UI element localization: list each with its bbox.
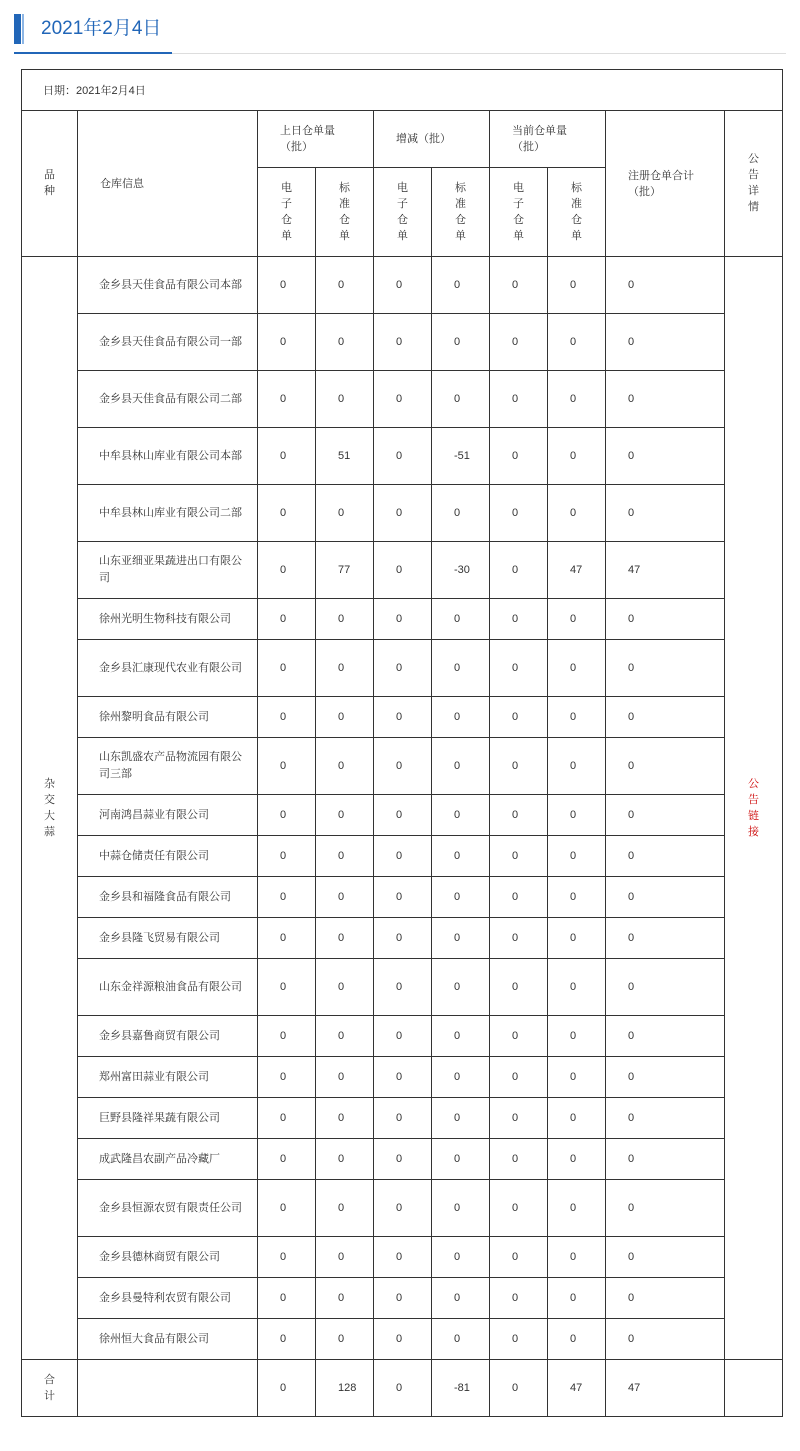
header-accent-bar <box>14 14 21 44</box>
value-cell: 0 <box>258 795 316 836</box>
value-cell: 0 <box>490 1016 548 1057</box>
value-cell: 0 <box>316 485 374 542</box>
value-cell: 77 <box>316 542 374 599</box>
value-cell: 0 <box>432 877 490 918</box>
warehouse-receipt-table <box>21 69 783 1417</box>
value-cell: 0 <box>490 1098 548 1139</box>
warehouse-name: 成武隆昌农副产品冷藏厂 <box>78 1139 258 1180</box>
value-cell: 0 <box>432 697 490 738</box>
table-row <box>22 371 783 428</box>
value-cell: 0 <box>316 1016 374 1057</box>
table-row <box>22 1016 783 1057</box>
subheader-standard: 标准仓单 <box>548 168 606 257</box>
value-cell: 0 <box>548 640 606 697</box>
value-cell: 0 <box>316 257 374 314</box>
value-cell: 0 <box>316 640 374 697</box>
header-variety: 品种 <box>22 111 78 257</box>
value-cell: 0 <box>316 1278 374 1319</box>
value-cell: 0 <box>374 918 432 959</box>
value-cell: 0 <box>258 836 316 877</box>
warehouse-name: 徐州光明生物科技有限公司 <box>78 599 258 640</box>
subheader-electronic: 电子仓单 <box>490 168 548 257</box>
value-cell: 0 <box>548 371 606 428</box>
value-cell: 0 <box>606 1278 725 1319</box>
value-cell: 0 <box>374 1139 432 1180</box>
value-cell: -51 <box>432 428 490 485</box>
value-cell: 0 <box>606 485 725 542</box>
value-cell: 0 <box>490 599 548 640</box>
total-value-cell: 0 <box>490 1360 548 1417</box>
value-cell: 0 <box>258 1237 316 1278</box>
value-cell: 0 <box>374 697 432 738</box>
value-cell: 0 <box>548 918 606 959</box>
table-row <box>22 1319 783 1360</box>
total-value-cell: 47 <box>548 1360 606 1417</box>
value-cell: 0 <box>490 1139 548 1180</box>
value-cell: 0 <box>316 599 374 640</box>
page-title: 2021年2月4日 <box>41 18 162 39</box>
value-cell: 0 <box>490 1319 548 1360</box>
subheader-electronic: 电子仓单 <box>258 168 316 257</box>
total-value-cell: 47 <box>606 1360 725 1417</box>
value-cell: 47 <box>548 542 606 599</box>
value-cell: 0 <box>432 314 490 371</box>
table-row <box>22 257 783 314</box>
warehouse-name: 中蒜仓储责任有限公司 <box>78 836 258 877</box>
value-cell: 0 <box>432 1098 490 1139</box>
value-cell: 0 <box>258 1098 316 1139</box>
value-cell: 0 <box>490 640 548 697</box>
value-cell: 0 <box>548 428 606 485</box>
warehouse-name: 徐州恒大食品有限公司 <box>78 1319 258 1360</box>
value-cell: 0 <box>606 738 725 795</box>
value-cell: 0 <box>432 795 490 836</box>
value-cell: 0 <box>374 959 432 1016</box>
subheader-standard: 标准仓单 <box>316 168 374 257</box>
value-cell: 0 <box>548 795 606 836</box>
value-cell: 0 <box>316 1180 374 1237</box>
value-cell: 0 <box>316 314 374 371</box>
table-row <box>22 1180 783 1237</box>
value-cell: 0 <box>374 836 432 877</box>
value-cell: 51 <box>316 428 374 485</box>
value-cell: 0 <box>374 795 432 836</box>
warehouse-name: 金乡县恒源农贸有限责任公司 <box>78 1180 258 1237</box>
table-row <box>22 1139 783 1180</box>
value-cell: 0 <box>490 371 548 428</box>
value-cell: 0 <box>258 257 316 314</box>
warehouse-name: 山东金祥源粮油食品有限公司 <box>78 959 258 1016</box>
value-cell: 0 <box>316 1098 374 1139</box>
warehouse-name: 金乡县嘉鲁商贸有限公司 <box>78 1016 258 1057</box>
warehouse-name: 河南鸿昌蒜业有限公司 <box>78 795 258 836</box>
value-cell: 0 <box>490 1057 548 1098</box>
value-cell: 0 <box>374 640 432 697</box>
value-cell: 0 <box>258 428 316 485</box>
value-cell: 0 <box>258 640 316 697</box>
page-header <box>0 0 800 56</box>
value-cell: 0 <box>258 1278 316 1319</box>
value-cell: 0 <box>374 599 432 640</box>
warehouse-name: 中牟县林山库业有限公司二部 <box>78 485 258 542</box>
value-cell: 0 <box>374 1180 432 1237</box>
value-cell: 0 <box>548 738 606 795</box>
table-row <box>22 795 783 836</box>
header-warehouse: 仓库信息 <box>78 111 258 257</box>
value-cell: 0 <box>490 314 548 371</box>
warehouse-name: 山东亚细亚果蔬进出口有限公司 <box>78 542 258 599</box>
value-cell: 0 <box>606 959 725 1016</box>
total-label: 合计 <box>22 1360 78 1417</box>
value-cell: 0 <box>374 738 432 795</box>
value-cell: 0 <box>606 428 725 485</box>
value-cell: 0 <box>432 1237 490 1278</box>
value-cell: 0 <box>606 640 725 697</box>
value-cell: 0 <box>432 1180 490 1237</box>
warehouse-name: 巨野县隆祥果蔬有限公司 <box>78 1098 258 1139</box>
value-cell: 0 <box>490 697 548 738</box>
total-value-cell: 0 <box>258 1360 316 1417</box>
value-cell: 0 <box>606 1180 725 1237</box>
value-cell: 0 <box>316 697 374 738</box>
value-cell: 0 <box>432 485 490 542</box>
header-accent-bar-light <box>22 14 24 44</box>
table-row <box>22 1098 783 1139</box>
value-cell: 0 <box>316 959 374 1016</box>
value-cell: 0 <box>490 795 548 836</box>
total-row <box>22 1360 783 1417</box>
value-cell: 0 <box>374 542 432 599</box>
table-row <box>22 542 783 599</box>
table-row <box>22 959 783 1016</box>
value-cell: 0 <box>490 738 548 795</box>
value-cell: 0 <box>374 877 432 918</box>
subheader-standard: 标准仓单 <box>432 168 490 257</box>
total-value-cell: -81 <box>432 1360 490 1417</box>
value-cell: 0 <box>258 314 316 371</box>
header-change: 增减（批） <box>374 111 490 168</box>
value-cell: 0 <box>258 1139 316 1180</box>
value-cell: 0 <box>548 877 606 918</box>
value-cell: 0 <box>548 314 606 371</box>
warehouse-name: 金乡县曼特利农贸有限公司 <box>78 1278 258 1319</box>
value-cell: 0 <box>258 542 316 599</box>
warehouse-name: 金乡县德林商贸有限公司 <box>78 1237 258 1278</box>
value-cell: 0 <box>548 1057 606 1098</box>
value-cell: 0 <box>548 1278 606 1319</box>
value-cell: 0 <box>606 1098 725 1139</box>
header-current: 当前仓单量（批） <box>490 111 606 168</box>
header-total: 注册仓单合计（批） <box>606 111 725 257</box>
value-cell: 0 <box>548 1180 606 1237</box>
value-cell: 0 <box>548 1098 606 1139</box>
value-cell: 0 <box>374 1098 432 1139</box>
total-value-cell: 128 <box>316 1360 374 1417</box>
table-row <box>22 640 783 697</box>
value-cell: 0 <box>490 1278 548 1319</box>
warehouse-name: 中牟县林山库业有限公司本部 <box>78 428 258 485</box>
value-cell: 0 <box>316 918 374 959</box>
value-cell: 0 <box>490 1180 548 1237</box>
value-cell: 0 <box>258 697 316 738</box>
warehouse-name: 金乡县天佳食品有限公司一部 <box>78 314 258 371</box>
total-value-cell: 0 <box>374 1360 432 1417</box>
value-cell: 0 <box>316 877 374 918</box>
value-cell: 0 <box>432 1319 490 1360</box>
value-cell: 0 <box>316 1237 374 1278</box>
value-cell: 0 <box>432 1278 490 1319</box>
warehouse-name: 金乡县隆飞贸易有限公司 <box>78 918 258 959</box>
value-cell: 0 <box>258 371 316 428</box>
table-row <box>22 697 783 738</box>
warehouse-name: 郑州富田蒜业有限公司 <box>78 1057 258 1098</box>
value-cell: 0 <box>490 877 548 918</box>
value-cell: 0 <box>548 1237 606 1278</box>
table-row <box>22 428 783 485</box>
value-cell: 0 <box>432 1139 490 1180</box>
value-cell: 0 <box>606 599 725 640</box>
value-cell: 0 <box>490 918 548 959</box>
value-cell: 0 <box>432 959 490 1016</box>
table-row <box>22 877 783 918</box>
value-cell: 0 <box>548 599 606 640</box>
warehouse-name: 徐州黎明食品有限公司 <box>78 697 258 738</box>
value-cell: 0 <box>548 257 606 314</box>
value-cell: 0 <box>606 371 725 428</box>
value-cell: 0 <box>490 428 548 485</box>
warehouse-name: 金乡县天佳食品有限公司本部 <box>78 257 258 314</box>
value-cell: 0 <box>258 1180 316 1237</box>
value-cell: 0 <box>374 428 432 485</box>
value-cell: 0 <box>606 836 725 877</box>
value-cell: 0 <box>316 836 374 877</box>
value-cell: 0 <box>606 1139 725 1180</box>
value-cell: 0 <box>432 599 490 640</box>
table-row <box>22 485 783 542</box>
value-cell: 0 <box>374 1237 432 1278</box>
value-cell: 0 <box>258 959 316 1016</box>
value-cell: 0 <box>548 1319 606 1360</box>
value-cell: 0 <box>432 1016 490 1057</box>
value-cell: 0 <box>374 485 432 542</box>
value-cell: 0 <box>316 738 374 795</box>
value-cell: 0 <box>316 1319 374 1360</box>
date-line: 日期：2021年2月4日 <box>22 70 783 111</box>
value-cell: 0 <box>548 959 606 1016</box>
total-notice-empty <box>725 1360 783 1417</box>
value-cell: 0 <box>548 1139 606 1180</box>
value-cell: 0 <box>606 257 725 314</box>
value-cell: 0 <box>258 918 316 959</box>
table-row <box>22 1057 783 1098</box>
warehouse-name: 金乡县天佳食品有限公司二部 <box>78 371 258 428</box>
table-row <box>22 1237 783 1278</box>
value-cell: 0 <box>432 1057 490 1098</box>
value-cell: 0 <box>374 1319 432 1360</box>
value-cell: 0 <box>432 371 490 428</box>
value-cell: 0 <box>374 1016 432 1057</box>
value-cell: 0 <box>316 371 374 428</box>
value-cell: 0 <box>374 371 432 428</box>
value-cell: 0 <box>258 1016 316 1057</box>
value-cell: 0 <box>432 918 490 959</box>
warehouse-name: 金乡县和福隆食品有限公司 <box>78 877 258 918</box>
value-cell: 0 <box>258 599 316 640</box>
value-cell: 0 <box>548 836 606 877</box>
value-cell: 0 <box>432 640 490 697</box>
value-cell: 0 <box>606 1016 725 1057</box>
value-cell: 0 <box>490 836 548 877</box>
value-cell: 0 <box>432 836 490 877</box>
value-cell: 0 <box>548 485 606 542</box>
table-row <box>22 836 783 877</box>
subheader-electronic: 电子仓单 <box>374 168 432 257</box>
table-row <box>22 918 783 959</box>
value-cell: 0 <box>258 877 316 918</box>
value-cell: 0 <box>606 1319 725 1360</box>
value-cell: 0 <box>258 1057 316 1098</box>
value-cell: 0 <box>374 257 432 314</box>
value-cell: 0 <box>606 1057 725 1098</box>
value-cell: 0 <box>258 738 316 795</box>
header-prev: 上日仓单量（批） <box>258 111 374 168</box>
value-cell: 0 <box>258 1319 316 1360</box>
value-cell: -30 <box>432 542 490 599</box>
value-cell: 0 <box>606 795 725 836</box>
value-cell: 0 <box>374 1057 432 1098</box>
value-cell: 0 <box>316 1057 374 1098</box>
table-row <box>22 599 783 640</box>
warehouse-name: 金乡县汇康现代农业有限公司 <box>78 640 258 697</box>
value-cell: 0 <box>606 1237 725 1278</box>
header-divider <box>172 53 786 54</box>
value-cell: 0 <box>432 257 490 314</box>
value-cell: 0 <box>606 314 725 371</box>
value-cell: 0 <box>548 697 606 738</box>
value-cell: 0 <box>490 542 548 599</box>
total-warehouse-empty <box>78 1360 258 1417</box>
table-row <box>22 1278 783 1319</box>
value-cell: 0 <box>258 485 316 542</box>
value-cell: 0 <box>374 314 432 371</box>
value-cell: 0 <box>490 257 548 314</box>
notice-link[interactable]: 公告链接 <box>725 257 783 1360</box>
value-cell: 0 <box>316 1139 374 1180</box>
title-underline <box>14 52 172 54</box>
variety-cell: 杂交大蒜 <box>22 257 78 1360</box>
value-cell: 0 <box>490 485 548 542</box>
value-cell: 0 <box>432 738 490 795</box>
header-notice: 公告详情 <box>725 111 783 257</box>
value-cell: 0 <box>490 959 548 1016</box>
value-cell: 47 <box>606 542 725 599</box>
table-row <box>22 738 783 795</box>
value-cell: 0 <box>374 1278 432 1319</box>
value-cell: 0 <box>606 697 725 738</box>
value-cell: 0 <box>606 918 725 959</box>
value-cell: 0 <box>316 795 374 836</box>
warehouse-name: 山东凯盛农产品物流园有限公司三部 <box>78 738 258 795</box>
value-cell: 0 <box>548 1016 606 1057</box>
value-cell: 0 <box>606 877 725 918</box>
table-row <box>22 314 783 371</box>
value-cell: 0 <box>490 1237 548 1278</box>
